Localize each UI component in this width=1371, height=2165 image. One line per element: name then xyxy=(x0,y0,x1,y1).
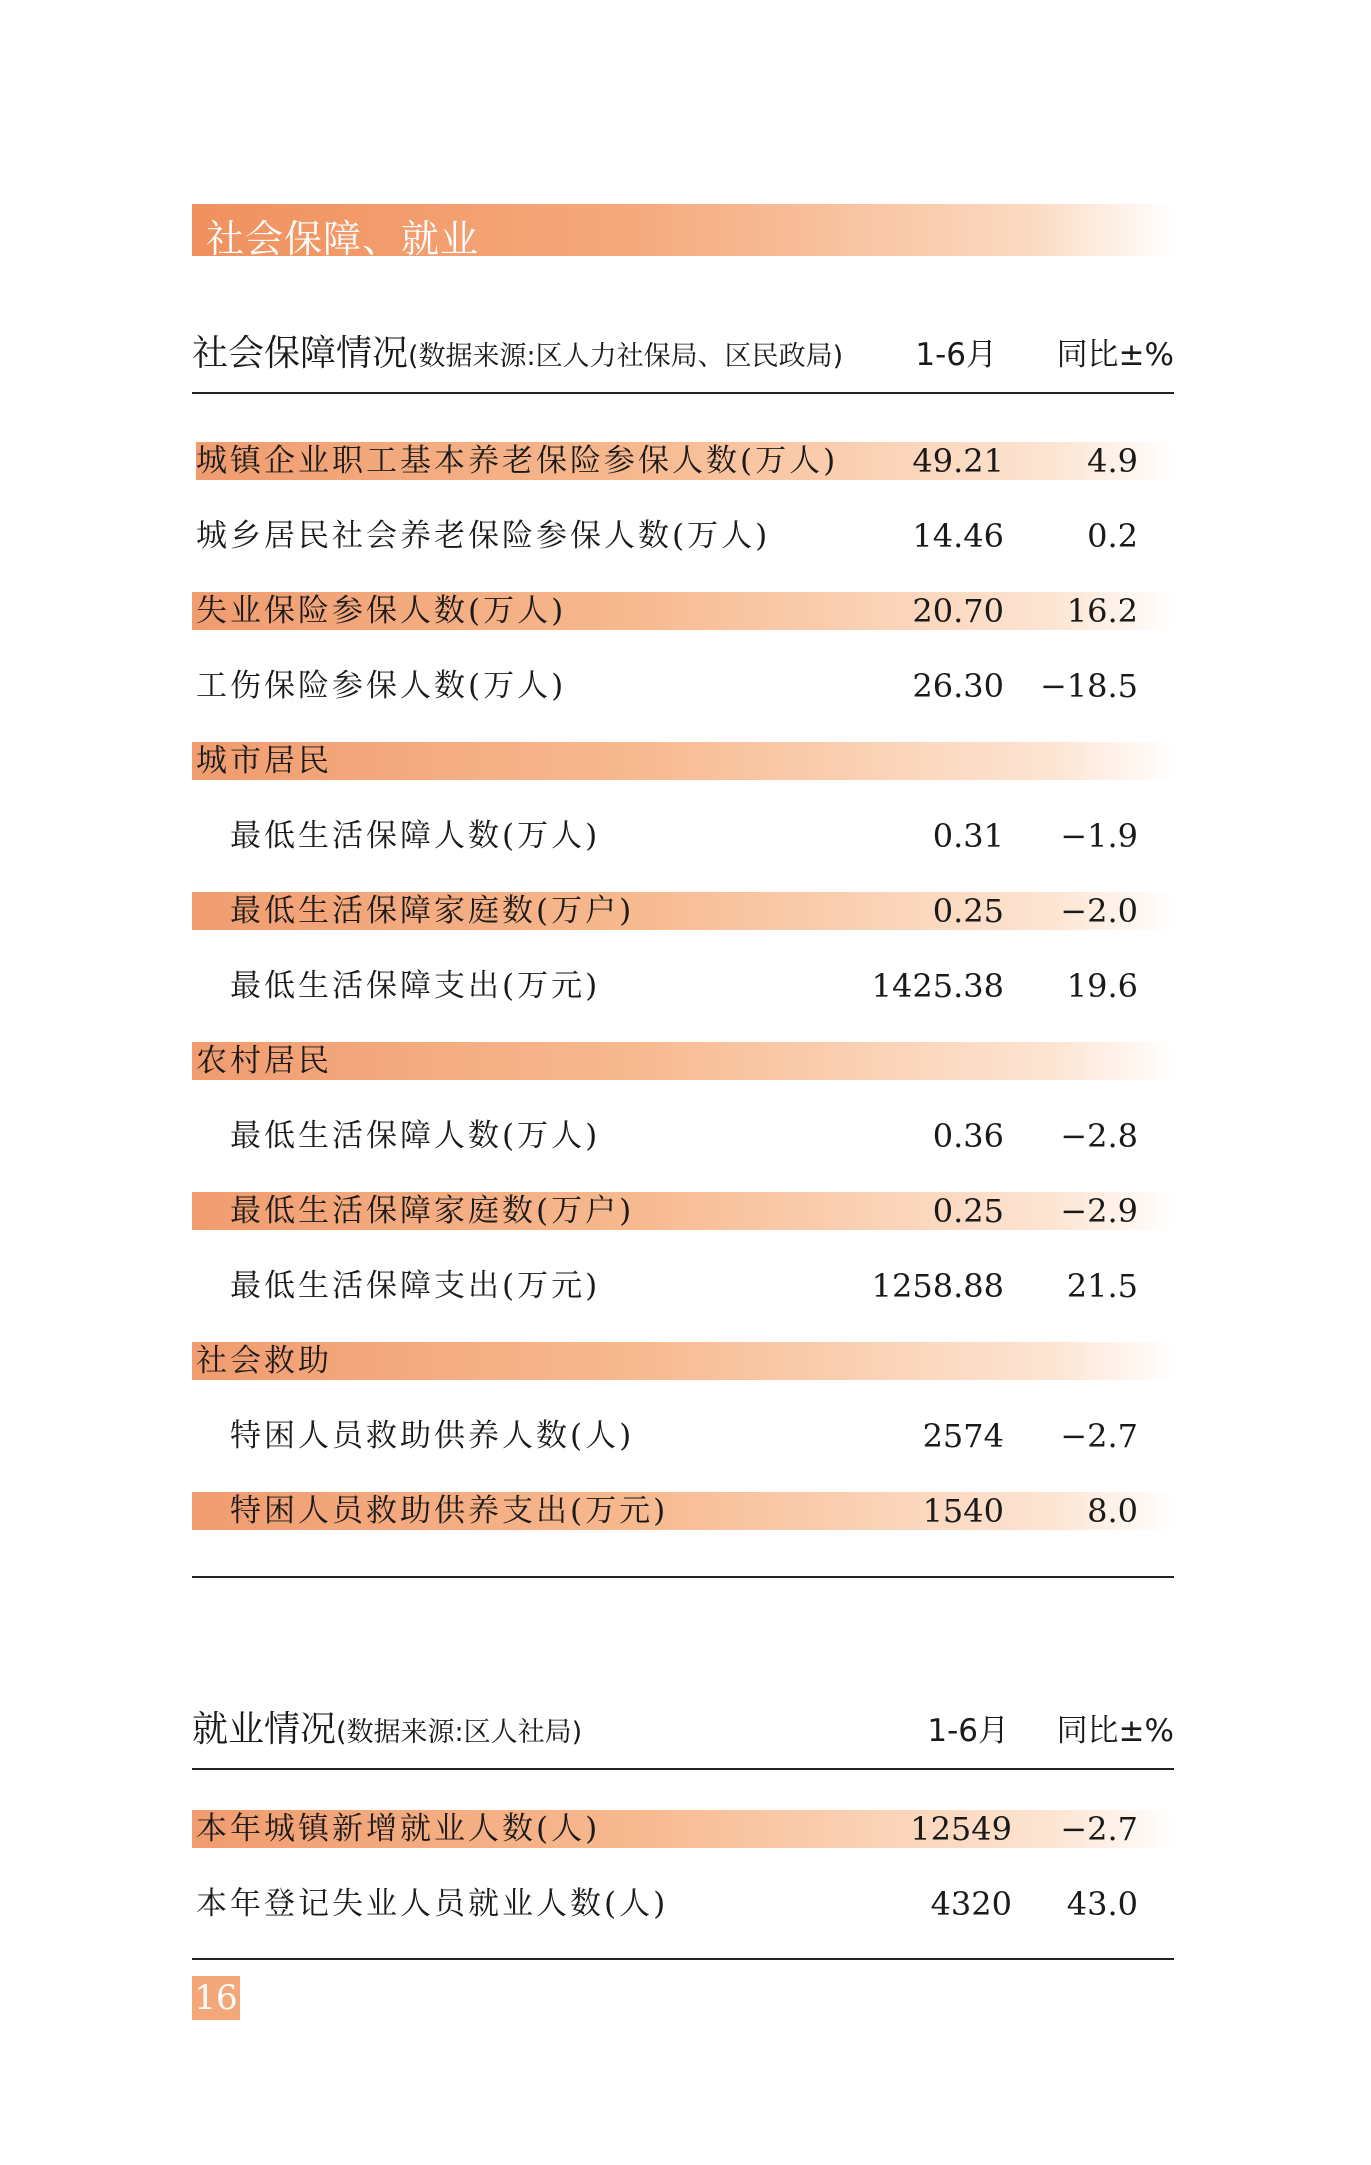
table-row xyxy=(192,1884,1174,1924)
table-row xyxy=(192,591,1174,631)
row-label: 特困人员救助供养支出(万元) xyxy=(230,1493,669,1529)
table-row xyxy=(192,1266,1174,1306)
row-value: 4320 xyxy=(930,1885,1012,1923)
row-label: 本年登记失业人员就业人数(人) xyxy=(196,1886,669,1922)
table-row xyxy=(192,1416,1174,1456)
row-value: 0.25 xyxy=(932,1192,1004,1230)
table-row xyxy=(192,441,1174,481)
row-yoy: 43.0 xyxy=(1066,1885,1138,1923)
row-value: 0.36 xyxy=(932,1117,1004,1155)
table-row xyxy=(192,516,1174,556)
row-yoy: 8.0 xyxy=(1087,1492,1138,1530)
row-label: 城乡居民社会养老保险参保人数(万人) xyxy=(196,518,771,554)
header-rule xyxy=(192,392,1174,394)
table-row xyxy=(192,1491,1174,1531)
section-title: 社会保障、就业 xyxy=(206,217,480,261)
row-value: 49.21 xyxy=(912,442,1004,480)
table-end-rule xyxy=(192,1576,1174,1578)
section-banner xyxy=(192,204,1174,261)
row-yoy: −2.7 xyxy=(1060,1810,1138,1848)
row-value: 1258.88 xyxy=(871,1267,1004,1305)
row-yoy: 4.9 xyxy=(1087,442,1138,480)
row-value: 12549 xyxy=(910,1810,1012,1848)
table-row xyxy=(192,891,1174,931)
employment-source: (数据来源:区人社局) xyxy=(336,1717,583,1748)
col-yoy: 同比±% xyxy=(1056,337,1174,373)
row-value: 0.25 xyxy=(932,892,1004,930)
row-yoy: 0.2 xyxy=(1087,517,1138,555)
row-label: 本年城镇新增就业人数(人) xyxy=(196,1811,601,1847)
group-row xyxy=(192,741,1174,781)
row-value: 0.31 xyxy=(932,817,1004,855)
group-label: 城市居民 xyxy=(196,743,332,779)
row-label: 特困人员救助供养人数(人) xyxy=(230,1418,635,1454)
table-row xyxy=(192,1809,1174,1849)
row-yoy: 16.2 xyxy=(1066,592,1138,630)
social-security-title: 社会保障情况(数据来源:区人力社保局、区民政局) xyxy=(192,333,844,374)
social-security-source: (数据来源:区人力社保局、区民政局) xyxy=(408,341,844,372)
row-label: 最低生活保障家庭数(万户) xyxy=(230,893,635,929)
page-number: 16 xyxy=(192,1976,240,2020)
table-row xyxy=(192,666,1174,706)
group-row xyxy=(192,1041,1174,1081)
row-label: 城镇企业职工基本养老保险参保人数(万人) xyxy=(196,443,839,479)
group-label: 农村居民 xyxy=(196,1043,332,1079)
group-label: 社会救助 xyxy=(196,1343,332,1379)
group-row xyxy=(192,1341,1174,1381)
table-row xyxy=(192,1191,1174,1231)
col-period: 1-6月 xyxy=(927,1713,1009,1749)
table-row xyxy=(192,816,1174,856)
col-yoy: 同比±% xyxy=(1056,1713,1174,1749)
row-yoy: 21.5 xyxy=(1066,1267,1138,1305)
row-label: 最低生活保障支出(万元) xyxy=(230,968,601,1004)
row-label: 工伤保险参保人数(万人) xyxy=(196,668,567,704)
row-value: 20.70 xyxy=(912,592,1004,630)
row-label: 最低生活保障人数(万人) xyxy=(230,818,601,854)
row-label: 最低生活保障人数(万人) xyxy=(230,1118,601,1154)
table-end-rule xyxy=(192,1958,1174,1960)
row-yoy: −2.8 xyxy=(1060,1117,1138,1155)
header-rule xyxy=(192,1768,1174,1770)
row-value: 14.46 xyxy=(912,517,1004,555)
table-row xyxy=(192,966,1174,1006)
row-value: 1425.38 xyxy=(871,967,1004,1005)
row-yoy: −2.7 xyxy=(1060,1417,1138,1455)
row-value: 2574 xyxy=(922,1417,1004,1455)
row-label: 最低生活保障支出(万元) xyxy=(230,1268,601,1304)
table-row xyxy=(192,1116,1174,1156)
row-yoy: −2.0 xyxy=(1060,892,1138,930)
employment-header xyxy=(192,1704,1174,1756)
row-yoy: −1.9 xyxy=(1060,817,1138,855)
row-yoy: −2.9 xyxy=(1060,1192,1138,1230)
row-label: 失业保险参保人数(万人) xyxy=(196,593,567,629)
row-yoy: −18.5 xyxy=(1039,667,1138,705)
row-label: 最低生活保障家庭数(万户) xyxy=(230,1193,635,1229)
social-security-header xyxy=(192,328,1174,380)
row-yoy: 19.6 xyxy=(1066,967,1138,1005)
row-value: 1540 xyxy=(922,1492,1004,1530)
row-value: 26.30 xyxy=(912,667,1004,705)
col-period: 1-6月 xyxy=(915,337,997,373)
employment-title: 就业情况(数据来源:区人社局) xyxy=(192,1709,583,1750)
